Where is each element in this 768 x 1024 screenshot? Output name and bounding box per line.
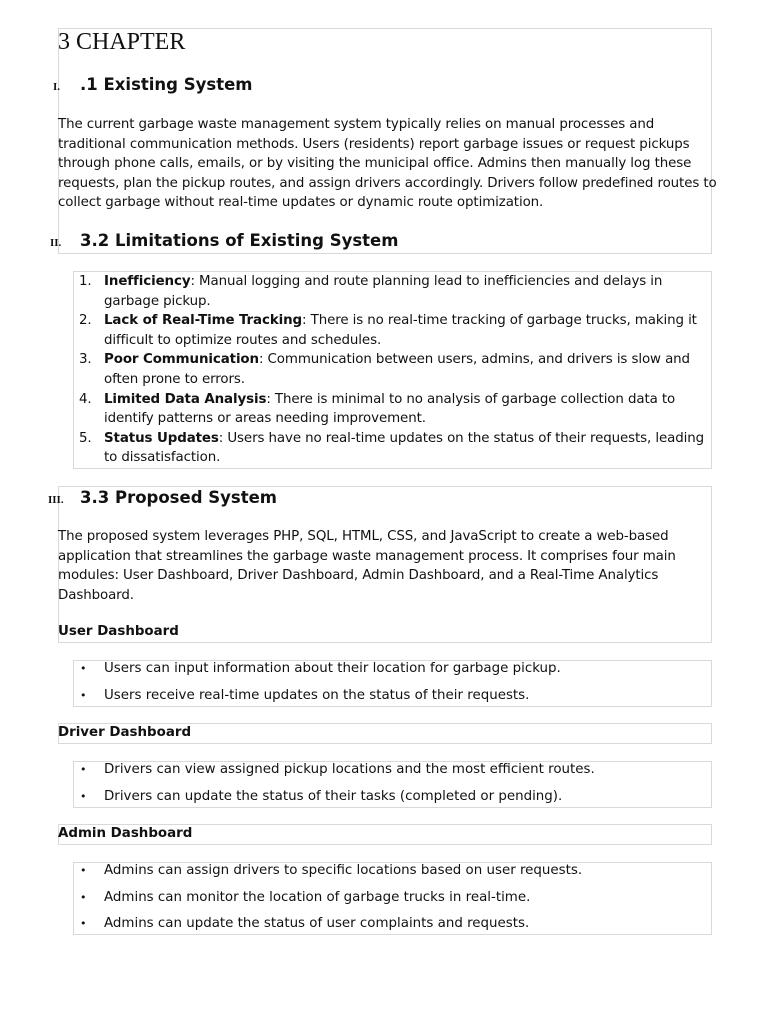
list-item: • Admins can update the status of user complaints and requests.	[79, 911, 715, 938]
user-dashboard-list	[79, 656, 715, 709]
chapter-title: 3 CHAPTER	[58, 29, 186, 55]
section-numeral-1: I.	[53, 81, 61, 93]
bullet-icon: •	[80, 688, 87, 702]
limitation-term: Poor Communication	[104, 352, 259, 368]
limitation-item	[79, 350, 715, 389]
limitation-item	[79, 429, 715, 468]
limitation-term: Inefficiency	[104, 274, 191, 289]
limitation-text: : There is no real-time tracking of garbage trucks, making it difficult to optimize routes and schedules.	[104, 313, 697, 348]
bullet-icon: •	[80, 763, 87, 776]
user-dashboard-heading: User Dashboard	[58, 624, 179, 639]
proposed-system-paragraph: The proposed system leverages PHP, SQL, HTML, CSS, and JavaScript to create a web-based application that streamlines the garbage waste management process. It comprises four main modules: User Dashboard, Driver Dashboard, Admin Dashboard, and a Real-Time Analytics Dashboard.	[58, 529, 676, 603]
list-item: • Users receive real-time updates on the status of their requests.	[79, 683, 715, 710]
limitations-list	[79, 272, 715, 468]
bullet-icon: •	[80, 864, 87, 877]
list-number: 4.	[79, 391, 92, 407]
limitation-text: : Manual logging and route planning lead to inefficiencies and delays in garbage pickup.	[104, 274, 663, 309]
list-item: • Drivers can view assigned pickup locations and the most efficient routes.	[79, 757, 715, 784]
limitation-text: : Communication between users, admins, and drivers is slow and often prone to errors.	[104, 352, 690, 387]
bullet-icon: •	[80, 917, 87, 931]
heading-limitations: 3.2 Limitations of Existing System	[80, 231, 399, 250]
list-number: 3.	[79, 352, 92, 368]
list-number: 1.	[79, 274, 92, 289]
limitation-item	[79, 311, 715, 350]
list-number: 5.	[79, 430, 92, 446]
list-item: • Admins can assign drivers to specific locations based on user requests.	[79, 858, 715, 885]
heading-existing-system: .1 Existing System	[80, 75, 253, 94]
admin-dashboard-heading: Admin Dashboard	[58, 826, 193, 841]
driver-dashboard-list	[79, 757, 715, 810]
limitation-item	[79, 272, 715, 311]
bullet-icon: •	[80, 890, 87, 904]
section-numeral-2: II.	[50, 237, 62, 249]
driver-dashboard-heading: Driver Dashboard	[58, 725, 192, 740]
limitation-term: Lack of Real-Time Tracking	[104, 313, 303, 329]
limitation-term: Limited Data Analysis	[104, 391, 267, 407]
limitation-term: Status Updates	[104, 430, 219, 446]
limitation-text: : Users have no real-time updates on the status of their requests, leading to dissatisfaction.	[104, 430, 705, 466]
limitation-item	[79, 390, 715, 429]
limitation-text: : There is minimal to no analysis of garbage collection data to identify patterns or areas needing improvement.	[104, 391, 676, 427]
list-item: • Drivers can update the status of their tasks (completed or pending).	[79, 784, 715, 811]
list-item: • Users can input information about their location for garbage pickup.	[79, 656, 715, 683]
list-number: 2.	[79, 313, 92, 329]
list-item: • Admins can monitor the location of garbage trucks in real-time.	[79, 885, 715, 912]
section-numeral-3: III.	[48, 494, 64, 506]
bullet-icon: •	[80, 789, 87, 803]
existing-system-paragraph: The current garbage waste management system typically relies on manual processes and traditional communication methods. Users (residents) report garbage issues or request pickups through phone calls, emails, or by visiting the municipal office. Admins then manually log these requests, plan the pickup routes, and assign drivers accordingly. Drivers follow predefined routes to collect garbage without real-time updates or dynamic route optimization.	[58, 117, 717, 210]
admin-dashboard-list	[79, 858, 715, 938]
bullet-icon: •	[80, 662, 87, 675]
heading-proposed-system: 3.3 Proposed System	[80, 488, 277, 507]
